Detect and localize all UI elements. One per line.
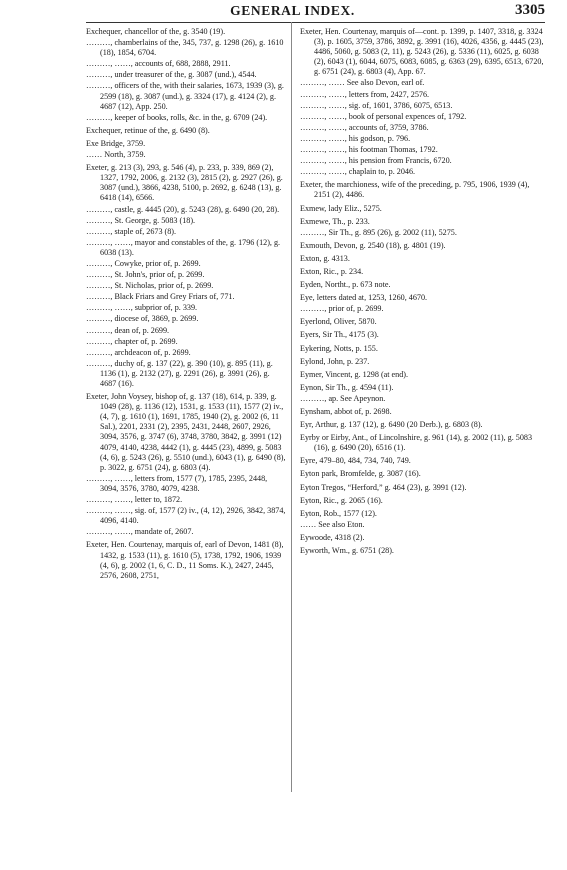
index-entry: Eyr, Arthur, g. 137 (12), g. 6490 (20 Derb.), g. 6803 (8). <box>300 420 483 430</box>
index-entry: Eyworth, Wm., g. 6751 (28). <box>300 546 394 556</box>
index-subentry: ………, archdeacon of, p. 2699. <box>86 347 191 357</box>
index-subentry: ………, ……, letter to, 1872. <box>86 495 183 505</box>
index-subentry: ………, ……, accounts of, 688, 2888, 2911. <box>86 59 231 69</box>
index-subentry: ………, chapter of, p. 2699. <box>86 336 178 346</box>
index-subentry: ………, castle, g. 4445 (20), g. 5243 (28), g. 6490 (20, 28). <box>86 204 280 214</box>
index-subentry: ………, ……, accounts of, 3759, 3786. <box>300 122 429 132</box>
index-subentry: …… See also Eton. <box>300 519 365 529</box>
index-subentry: ………, ……, his footman Thomas, 1792. <box>300 145 438 155</box>
index-entry: Eyers, Sir Th., 4175 (3). <box>300 330 379 340</box>
index-entry: Eyerlond, Oliver, 5870. <box>300 317 377 327</box>
index-entry: Exe Bridge, 3759. <box>86 138 146 148</box>
index-subentry: ………, ……, mayor and constables of the, g. 1796 (12), g. 6038 (13). <box>86 237 281 257</box>
index-subentry: ………, duchy of, g. 137 (22), g. 390 (10), g. 895 (11), g. 1136 (1), g. 2132 (27), g. 2291 (26), g. 3991 (26), g. 4687 (16). <box>86 358 273 388</box>
index-subentry: ………, diocese of, 3869, p. 2699. <box>86 314 199 324</box>
index-subentry: ………, ap. See Apeynon. <box>300 393 386 403</box>
index-subentry: ………, Cowyke, prior of, p. 2699. <box>86 258 201 268</box>
page-header <box>40 2 545 22</box>
index-entry: Eyton, Ric., g. 2065 (16). <box>300 495 383 505</box>
index-entry: Eyton Tregos, “Herford,” g. 464 (23), g. 3991 (12). <box>300 482 467 492</box>
index-subentry: ………, ……, letters from, 2427, 2576. <box>300 89 430 99</box>
index-subentry: ………, ……, letters from, 1577 (7), 1785, 2395, 2448, 3094, 3576, 3780, 4079, 4238. <box>86 473 268 493</box>
index-entry: Exeter, g. 213 (3), 293, g. 546 (4), p. 233, p. 339, 869 (2), 1327, 1792, 2006, g. 2132 (3), 2815 (2), g. 2927 (26), g. 3087 (und.), 3866, 4238, 5100, p. 2692, g. 6248 (13), g. 6418 (14), 6566. <box>86 163 283 203</box>
index-entry: Exmouth, Devon, g. 2540 (18), g. 4801 (19). <box>300 240 446 250</box>
index-entry: Eyre, 479–80, 484, 734, 740, 749. <box>300 456 411 466</box>
index-entry: Exeter, John Voysey, bishop of, g. 137 (18), 614, p. 339, g. 1049 (28), g. 1136 (12), 1531, g. 1533 (11), 1577 (2) iv., (4, 7), g. 1610 (1), 1691, 1785, 1940 (2), g. 2002 (6, 11 Sal.), 2201, 2331 (2), 2395, 2431, 2448, 2607, 2926, 3094, 3576, g. 3747 (6), 3748, 3780, 3842, g. 3991 (12) 4079, 4140, 4238, 4442 (1), g. 4445 (23), 4899, g. 5083 (4, 6), g. 5243 (26), g. 5510 (und.), 6043 (1), g. 6490 (8), p. 3022, g. 6751 (24), g. 6803 (4). <box>86 392 286 472</box>
index-entry: Eymer, Vincent, g. 1298 (at end). <box>300 369 409 379</box>
index-entry: Exeter, Hen. Courtenay, marquis of, earl of Devon, 1481 (8), 1432, g. 1533 (11), g. 1610 (5), 1738, 1792, 1906, 1939 (4, 6), g. 2002 (1, 6, C. D., 11 Soms. K.), 2427, 2445, 2576, 2608, 2751, <box>86 540 284 580</box>
index-entry: Eyden, Northt., p. 673 note. <box>300 280 391 290</box>
index-column-left <box>86 27 286 581</box>
index-subentry: ………, ……, book of personal expences of, 1792. <box>300 111 467 121</box>
index-entry: Exchequer, chancellor of the, g. 3540 (19). <box>86 27 226 36</box>
index-entry: Eylond, John, p. 237. <box>300 356 370 366</box>
index-entry: Eywoode, 4318 (2). <box>300 532 365 542</box>
index-subentry: ………, Black Friars and Grey Friars of, 771. <box>86 292 235 302</box>
index-column-right <box>300 27 546 556</box>
index-entry: Exton, g. 4313. <box>300 253 350 263</box>
index-subentry: ………, staple of, 2673 (8). <box>86 226 177 236</box>
index-entry: Eyrby or Eirby, Ant., of Lincolnshire, g. 961 (14), g. 2002 (11), g. 5083 (16), g. 6490 (20), 6516 (1). <box>300 433 533 453</box>
page-number: 3305 <box>515 2 545 18</box>
index-entry: Eyton, Rob., 1577 (12). <box>300 508 377 518</box>
index-subentry: ………, St. John's, prior of, p. 2699. <box>86 270 205 280</box>
index-subentry: ………, chamberlains of the, 345, 737, g. 1298 (26), g. 1610 (18), 1854, 6704. <box>86 38 284 58</box>
index-subentry: ………, ……, sig. of, 1601, 3786, 6075, 6513. <box>300 100 453 110</box>
index-subentry: ………, Sir Th., g. 895 (26), g. 2002 (11), 5275. <box>300 227 457 237</box>
index-entry: Exeter, Hen. Courtenay, marquis of—cont. p. 1399, p. 1407, 3318, g. 3324 (3), p. 1605, 3759, 3786, 3892, g. 3991 (16), 4026, 4356, g. 4445 (23), 4486, 5060, g. 5083 (2, 11), g. 5243 (26), g. 5336 (11), 6025, g. 6038 (2), 6043 (1), 6044, 6075, 6083, 6085, g. 6363 (29), 6395, 6513, 6720, g. 6751 (24), g. 6803 (4), App. 67. <box>300 27 544 77</box>
index-subentry: ………, ……, mandate of, 2607. <box>86 527 194 537</box>
index-entry: Exchequer, retinue of the, g. 6490 (8). <box>86 125 210 135</box>
index-entry: Exton, Ric., p. 234. <box>300 266 364 276</box>
index-entry: Eynon, Sir Th., g. 4594 (11). <box>300 382 394 392</box>
index-entry: Exmew, lady Eliz., 5275. <box>300 203 382 213</box>
index-subentry: ………, St. Nicholas, prior of, p. 2699. <box>86 281 214 291</box>
index-subentry: ………, ……, chaplain to, p. 2046. <box>300 167 416 177</box>
index-entry: Eye, letters dated at, 1253, 1260, 4670. <box>300 293 428 303</box>
index-entry: Eynsham, abbot of, p. 2698. <box>300 407 392 416</box>
index-subentry: ………, officers of the, with their salaries, 1673, 1939 (3), g. 2599 (18), g. 3087 (und.), g. 3324 (17), g. 4124 (2), g. 4687 (12), App. 250. <box>86 81 284 111</box>
index-subentry: ………, prior of, p. 2699. <box>300 304 384 314</box>
index-subentry: ………, …… See also Devon, earl of. <box>300 78 425 88</box>
column-divider <box>291 22 292 792</box>
header-rule <box>86 22 545 23</box>
index-entry: Exmewe, Th., p. 233. <box>300 216 370 226</box>
index-subentry: ………, ……, his pension from Francis, 6720. <box>300 156 452 166</box>
index-subentry: ………, under treasurer of the, g. 3087 (und.), 4544. <box>86 70 257 80</box>
index-subentry: ………, St. George, g. 5083 (18). <box>86 215 196 225</box>
index-subentry: …… North, 3759. <box>86 150 146 160</box>
index-subentry: ………, ……, subprior of, p. 339. <box>86 303 198 313</box>
index-entry: Eykering, Notts, p. 155. <box>300 343 378 353</box>
index-entry: Exeter, the marchioness, wife of the preceding, p. 795, 1906, 1939 (4), 2151 (2), 4486. <box>300 180 530 200</box>
running-title: GENERAL INDEX. <box>230 3 355 18</box>
index-subentry: ………, keeper of books, rolls, &c. in the, g. 6709 (24). <box>86 112 268 122</box>
index-subentry: ………, dean of, p. 2699. <box>86 325 170 335</box>
index-entry: Eyton park, Bromfelde, g. 3087 (16). <box>300 469 421 479</box>
index-subentry: ………, ……, sig. of, 1577 (2) iv., (4, 12), 2926, 3842, 3874, 4096, 4140. <box>86 506 286 526</box>
index-subentry: ………, ……, his godson, p. 796. <box>300 133 411 143</box>
